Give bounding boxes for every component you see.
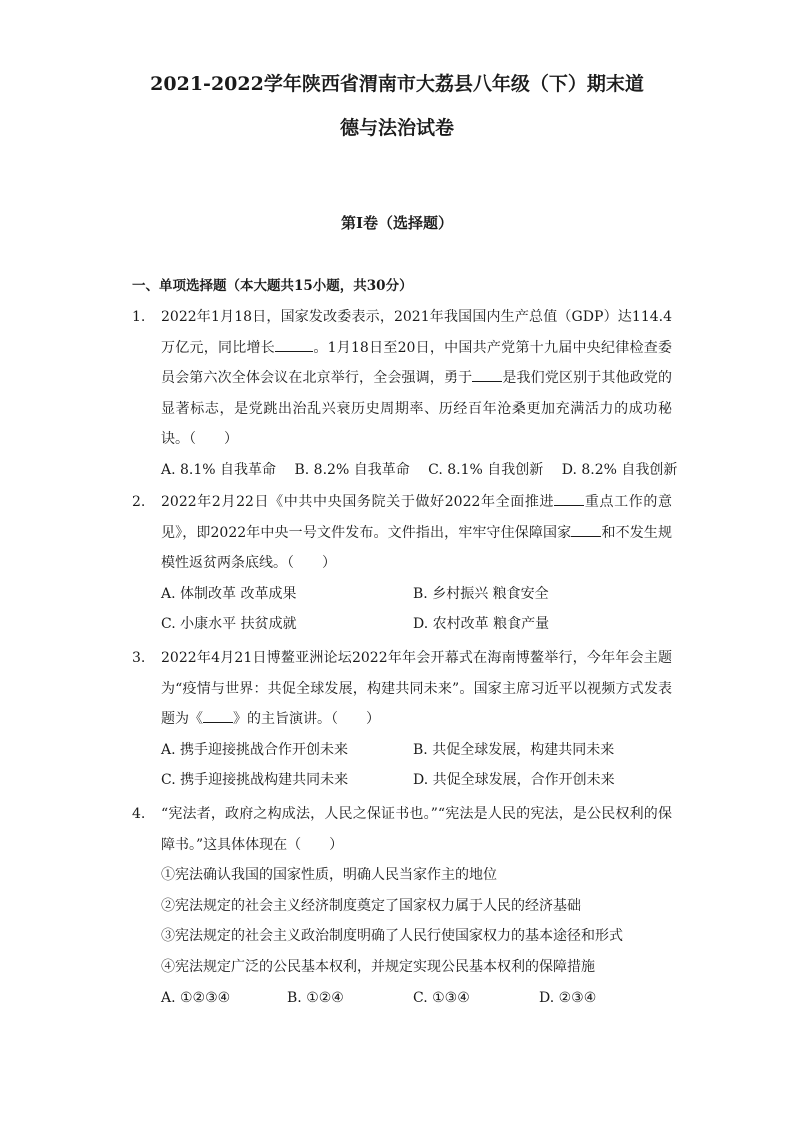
option-a: A. 携手迎接挑战合作开创未来	[161, 741, 349, 758]
section-title-detail: （本大题共15小题，共30分）	[226, 278, 413, 294]
question-3	[132, 643, 672, 796]
option-c: C. 8.1% 自我创新	[428, 461, 544, 478]
option-a: A. ①②③④	[161, 989, 231, 1006]
answer-blank	[472, 367, 502, 382]
exam-title-line-1: 2021-2022学年陕西省渭南市大荔县八年级（下）期末道	[150, 73, 644, 95]
option-a: A. 体制改革 改革成果	[161, 585, 297, 602]
question-text	[161, 487, 672, 579]
question-number: 4.	[132, 806, 146, 822]
question-number: 2.	[132, 494, 146, 510]
answer-blank	[571, 522, 601, 537]
section-title	[132, 274, 413, 294]
question-text	[161, 302, 672, 455]
answer-blank	[275, 337, 313, 352]
options-row	[161, 983, 672, 1014]
options-row	[161, 455, 678, 486]
option-d: D. 共促全球发展，合作开创未来	[413, 772, 615, 789]
statement-item: ③宪法规定的社会主义政治制度明确了人民行使国家权力的基本途径和形式	[161, 928, 623, 945]
option-b: B. 乡村振兴 粮食安全	[413, 585, 549, 602]
options-grid	[161, 735, 672, 796]
question-number: 1.	[132, 309, 146, 325]
question-4	[132, 799, 672, 1013]
question-text-part: 2022年4月21日博鳌亚洲论坛2022年年会开幕式在海南博鳌举行，今年年会主题为“疫情与世界：共促全球发展，构建共同未来”。国家主席习近平以视频方式发表题为《	[161, 650, 672, 728]
option-d: D. 8.2% 自我创新	[561, 461, 678, 478]
statement-item: ①宪法确认我国的国家性质，明确人民当家作主的地位	[161, 867, 497, 884]
option-b: B. 共促全球发展，构建共同未来	[413, 741, 615, 758]
question-text-part: 》的主旨演讲。（ ）	[233, 711, 380, 728]
question-text: “宪法者，政府之构成法，人民之保证书也。”“宪法是人民的宪法，是公民权利的保障书。”这具体体现在（ ）	[161, 806, 672, 853]
question-number: 3.	[132, 650, 146, 666]
option-b: B. ①②④	[287, 989, 344, 1006]
option-c: C. ①③④	[413, 989, 470, 1006]
options-grid	[161, 579, 672, 640]
option-c: C. 携手迎接挑战构建共同未来	[161, 772, 349, 789]
option-c: C. 小康水平 扶贫成就	[161, 616, 297, 633]
option-d: D. ②③④	[539, 989, 597, 1006]
question-text-part: 。1月18日至20日，中国共产党第十九届中央纪律检查委员会第六次全体会议在北京举行，全会强调，勇于	[161, 339, 673, 387]
exam-title-line-2: 德与法治试卷	[339, 117, 454, 139]
question-text-part: 2022年2月22日《中共中央国务院关于做好2022年全面推进	[161, 494, 555, 510]
exam-title	[120, 62, 674, 150]
option-b: B. 8.2% 自我革命	[294, 461, 410, 478]
answer-blank	[203, 708, 233, 723]
question-text	[161, 643, 672, 735]
part-title: 第I卷（选择题）	[340, 214, 454, 232]
question-text-part: 和不发生规模性返贫两条底线。（ ）	[161, 524, 672, 572]
question-text-part: 是我们党区别于其他政党的显著标志，是党跳出治乱兴衰历史周期率、历经百年沧桑更加充满活力的成功秘诀。（ ）	[161, 370, 672, 448]
question-text-part: 重点工作的意见》，即2022年中央一号文件发布。文件指出，牢牢守住保障国家	[161, 494, 673, 541]
statement-item: ②宪法规定的社会主义经济制度奠定了国家权力属于人民的经济基础	[161, 897, 581, 914]
question-text-part: 2022年1月18日，国家发改委表示，2021年我国国内生产总值（GDP）达114.4万亿元，同比增长	[161, 309, 672, 356]
option-a: A. 8.1% 自我革命	[161, 461, 277, 478]
question-1	[132, 302, 678, 486]
question-2	[132, 487, 672, 640]
statement-item: ④宪法规定广泛的公民基本权利，并规定实现公民基本权利的保障措施	[161, 958, 595, 975]
answer-blank	[554, 491, 584, 506]
section-title-prefix: 一、单项选择题	[132, 278, 227, 294]
option-d: D. 农村改革 粮食产量	[413, 616, 550, 633]
